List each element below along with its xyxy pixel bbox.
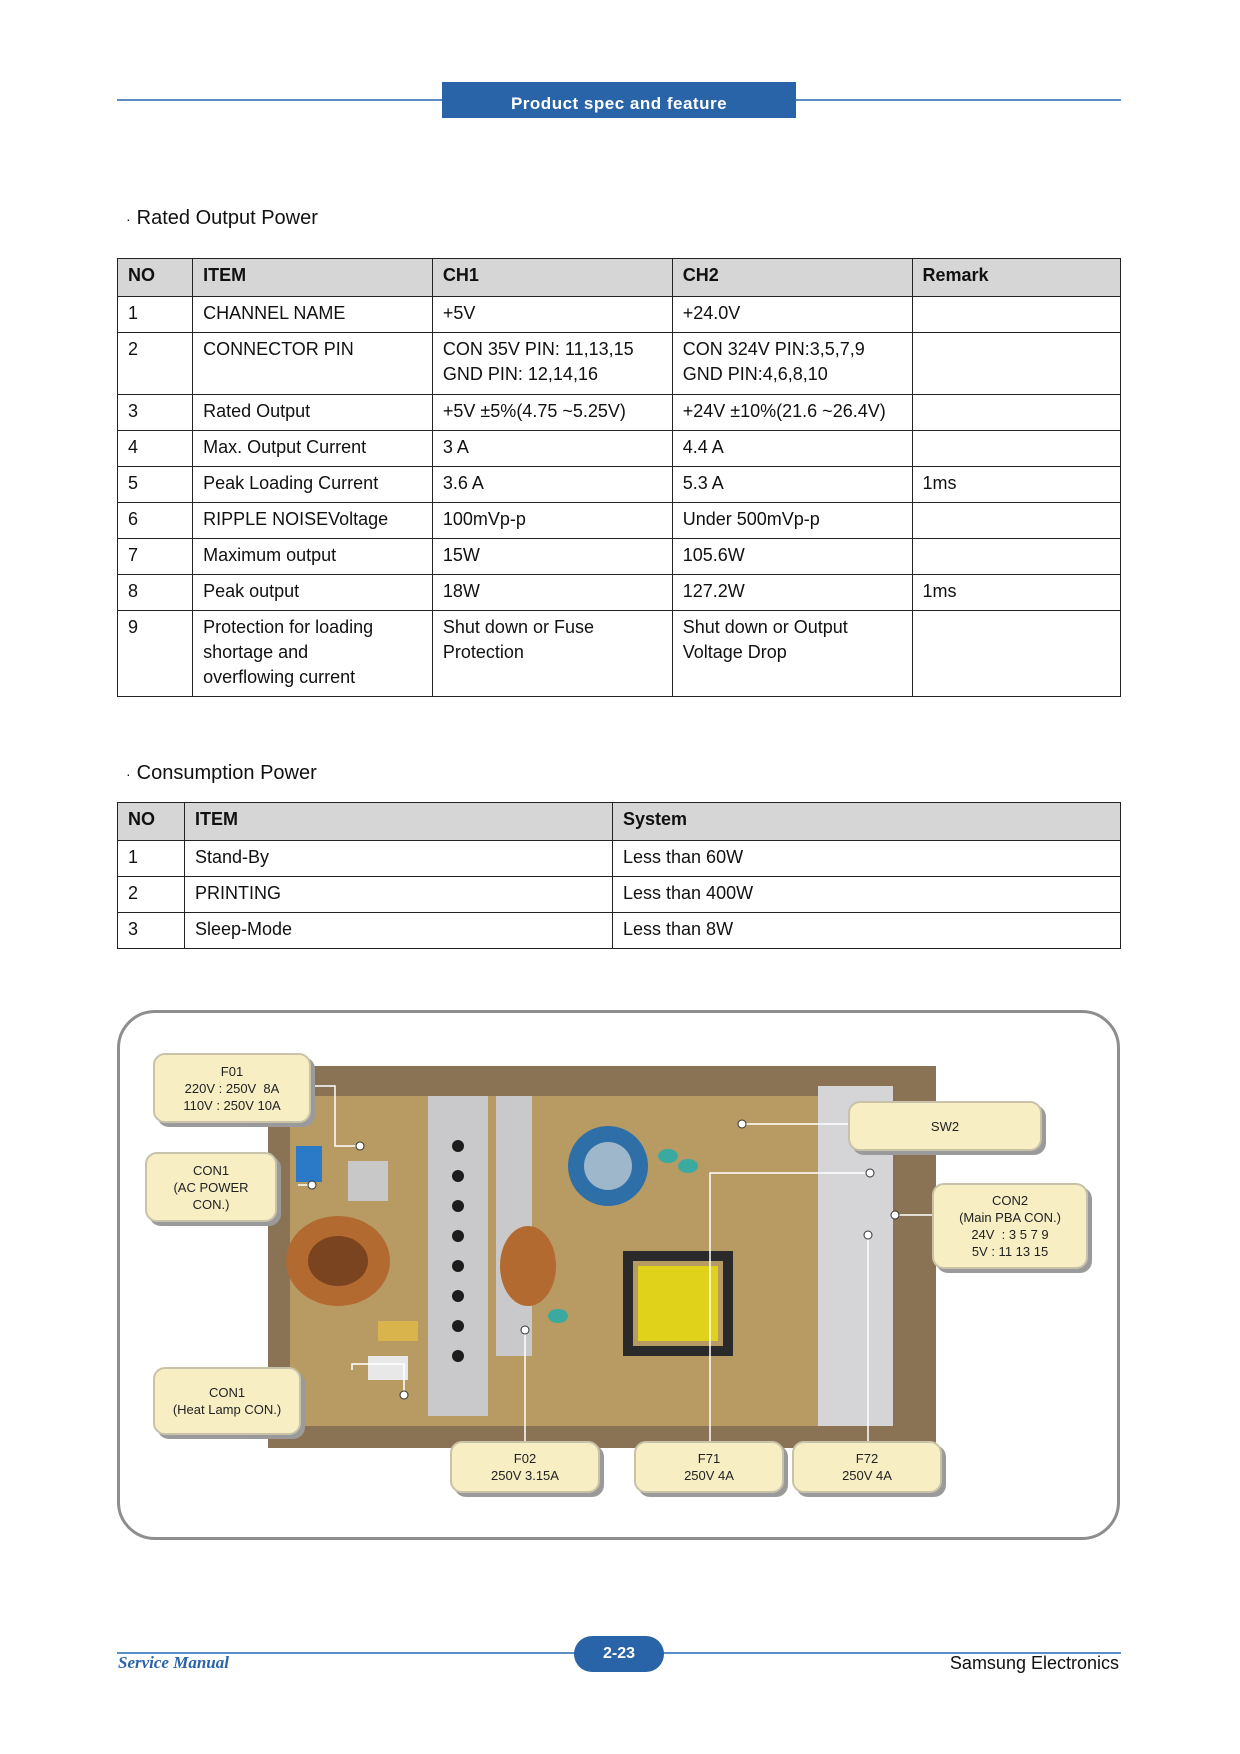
table-cell: 3 (118, 395, 193, 431)
table-cell: 15W (432, 539, 672, 575)
power-board-photo (268, 1066, 936, 1448)
table-cell: Protection for loading shortage and overflowing current (193, 611, 433, 697)
board-illustration (268, 1066, 936, 1448)
table-cell: 5.3 A (672, 467, 912, 503)
table-cell: 1 (118, 841, 185, 877)
callout-con1-ac-power: CON1 (AC POWER CON.) (145, 1152, 277, 1222)
table-header-row (118, 259, 1121, 297)
table-cell: 1ms (912, 467, 1120, 503)
section-header-tab (442, 82, 796, 118)
table-cell: RIPPLE NOISEVoltage (193, 503, 433, 539)
bullet-icon: · (126, 765, 131, 782)
table-cell: 3 (118, 913, 185, 949)
table-cell: CHANNEL NAME (193, 297, 433, 333)
table-cell: 100mVp-p (432, 503, 672, 539)
table-cell: Shut down or Output Voltage Drop (672, 611, 912, 697)
table-cell: Less than 400W (613, 877, 1121, 913)
column-header: NO (118, 259, 193, 297)
column-header: ITEM (193, 259, 433, 297)
column-header: NO (118, 803, 185, 841)
header-rule-right (795, 99, 1121, 101)
table-cell: 8 (118, 575, 193, 611)
table-cell: 5 (118, 467, 193, 503)
table-cell: CONNECTOR PIN (193, 333, 433, 395)
table-cell: CON 35V PIN: 11,13,15 GND PIN: 12,14,16 (432, 333, 672, 395)
table-cell: 7 (118, 539, 193, 575)
table-cell: 3.6 A (432, 467, 672, 503)
table-cell: Max. Output Current (193, 431, 433, 467)
column-header: ITEM (185, 803, 613, 841)
table-cell: +24.0V (672, 297, 912, 333)
table-cell: 18W (432, 575, 672, 611)
rated-output-table (117, 258, 1121, 697)
table-cell: 127.2W (672, 575, 912, 611)
callout-f02: F02 250V 3.15A (450, 1441, 600, 1493)
table-row (118, 297, 1121, 333)
table-cell: 3 A (432, 431, 672, 467)
table-row (118, 395, 1121, 431)
table-row (118, 431, 1121, 467)
column-header: CH2 (672, 259, 912, 297)
table-row (118, 467, 1121, 503)
table-cell: 105.6W (672, 539, 912, 575)
table-cell: PRINTING (185, 877, 613, 913)
table-cell: 6 (118, 503, 193, 539)
table-row (118, 913, 1121, 949)
table-cell: Peak output (193, 575, 433, 611)
callout-f72: F72 250V 4A (792, 1441, 942, 1493)
table-cell: +5V (432, 297, 672, 333)
table-cell: CON 324V PIN:3,5,7,9 GND PIN:4,6,8,10 (672, 333, 912, 395)
table-row (118, 539, 1121, 575)
column-header: Remark (912, 259, 1120, 297)
table-cell: 2 (118, 333, 193, 395)
column-header: CH1 (432, 259, 672, 297)
footer-manual-title: Service Manual (118, 1653, 229, 1672)
table-cell: Sleep-Mode (185, 913, 613, 949)
table-cell (912, 431, 1120, 467)
table-cell: Rated Output (193, 395, 433, 431)
callout-sw2: SW2 (848, 1101, 1042, 1151)
table-cell: +5V ±5%(4.75 ~5.25V) (432, 395, 672, 431)
callout-f01: F01 220V : 250V 8A 110V : 250V 10A (153, 1053, 311, 1123)
consumption-heading: · Consumption Power (126, 762, 317, 784)
table-cell (912, 611, 1120, 697)
table-cell: 4.4 A (672, 431, 912, 467)
footer-company: Samsung Electronics (949, 1653, 1119, 1673)
table-header-row (118, 803, 1121, 841)
table-cell: 1 (118, 297, 193, 333)
header-rule-left (117, 99, 442, 101)
table-cell: Peak Loading Current (193, 467, 433, 503)
table-cell (912, 333, 1120, 395)
table-row (118, 841, 1121, 877)
column-header: System (613, 803, 1121, 841)
table-row (118, 611, 1121, 697)
table-cell: +24V ±10%(21.6 ~26.4V) (672, 395, 912, 431)
page-number: 2-23 (574, 1636, 664, 1672)
callout-f71: F71 250V 4A (634, 1441, 784, 1493)
callout-con1-heat-lamp: CON1 (Heat Lamp CON.) (153, 1367, 301, 1435)
table-cell: Stand-By (185, 841, 613, 877)
table-cell: Maximum output (193, 539, 433, 575)
callout-con2: CON2 (Main PBA CON.) 24V : 3 5 7 9 5V : 11 13 15 (932, 1183, 1088, 1269)
table-cell (912, 503, 1120, 539)
table-cell (912, 297, 1120, 333)
table-cell: 4 (118, 431, 193, 467)
table-cell: Less than 8W (613, 913, 1121, 949)
section-header-title: Product spec and feature (510, 94, 728, 113)
rated-output-heading: · Rated Output Power (126, 207, 318, 229)
table-row (118, 877, 1121, 913)
table-cell: 9 (118, 611, 193, 697)
bullet-icon: · (126, 210, 131, 227)
table-cell: 1ms (912, 575, 1120, 611)
table-row (118, 575, 1121, 611)
table-cell: Shut down or Fuse Protection (432, 611, 672, 697)
table-row (118, 503, 1121, 539)
table-cell: 2 (118, 877, 185, 913)
consumption-table (117, 802, 1121, 949)
table-cell (912, 539, 1120, 575)
table-cell: Under 500mVp-p (672, 503, 912, 539)
table-cell (912, 395, 1120, 431)
table-row (118, 333, 1121, 395)
table-cell: Less than 60W (613, 841, 1121, 877)
